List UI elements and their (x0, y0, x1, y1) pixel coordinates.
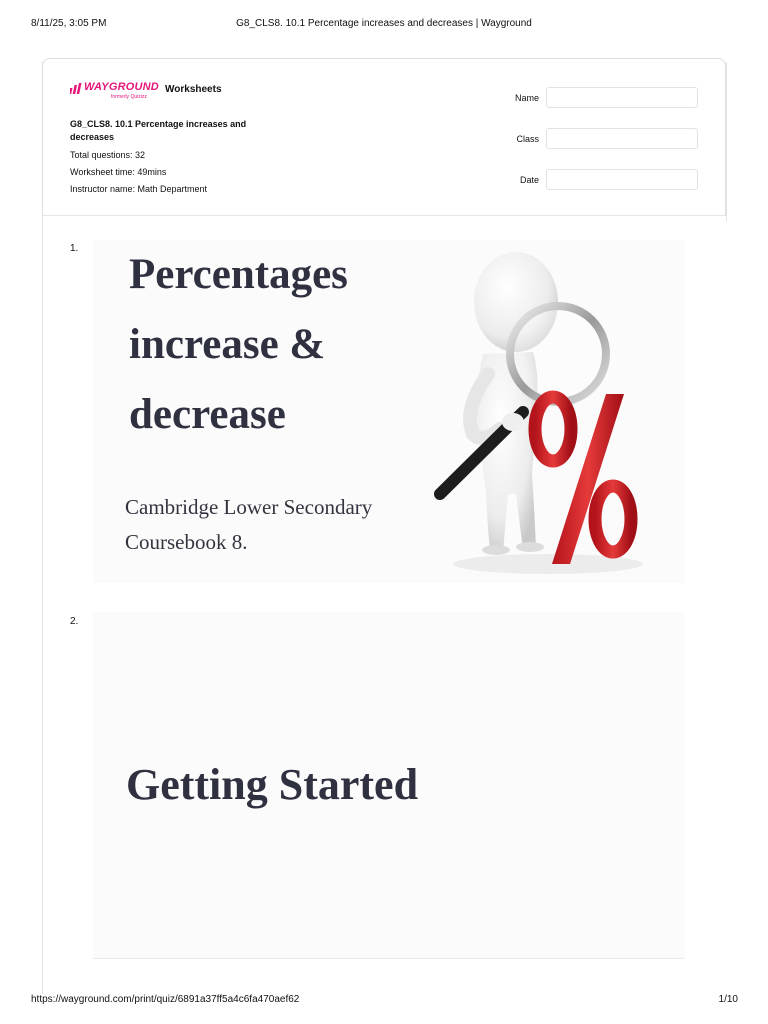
total-questions: Total questions: 32 (70, 150, 146, 160)
class-field[interactable] (546, 128, 698, 149)
slide-title-line: increase & (129, 321, 326, 368)
slide-title-line: decrease (129, 391, 286, 438)
print-datetime: 8/11/25, 3:05 PM (31, 18, 107, 29)
slide-subtitle (125, 490, 372, 560)
worksheet-time: Worksheet time: 49mins (70, 167, 167, 177)
question-slide (93, 612, 685, 959)
slide-subtitle-line: Coursebook 8. (125, 530, 248, 554)
date-label: Date (519, 175, 539, 185)
question-number: 2. (70, 616, 79, 627)
print-url: https://wayground.com/print/quiz/6891a37ff5a4c6fa470aef62 (31, 994, 300, 1005)
name-label: Name (514, 93, 539, 103)
slide-title-line: Percentages (129, 251, 348, 298)
brand-logo-text: WAYGROUND (84, 81, 159, 93)
name-field[interactable] (546, 87, 698, 108)
magnifier-figure-percent-icon (428, 244, 643, 579)
slide-title: Getting Started (126, 760, 419, 809)
brand-logo-subtext: formerly Quizizz (111, 94, 147, 100)
print-header (0, 18, 768, 32)
worksheet-header (42, 58, 726, 216)
slide-subtitle-line: Cambridge Lower Secondary (125, 495, 373, 519)
instructor-name: Instructor name: Math Department (70, 184, 208, 194)
slide-title (129, 240, 348, 450)
worksheet-title: G8_CLS8. 10.1 Percentage increases and decreases (70, 119, 247, 142)
date-field[interactable] (546, 169, 698, 190)
sheet-border (726, 62, 727, 222)
print-footer (0, 994, 768, 1008)
class-label: Class (516, 134, 539, 144)
question-slide (93, 240, 685, 583)
question-number: 1. (70, 243, 79, 254)
page-number: 1/10 (718, 994, 738, 1005)
section-title: Worksheets (165, 84, 222, 95)
print-doc-title: G8_CLS8. 10.1 Percentage increases and decreases | Wayground (236, 18, 532, 29)
